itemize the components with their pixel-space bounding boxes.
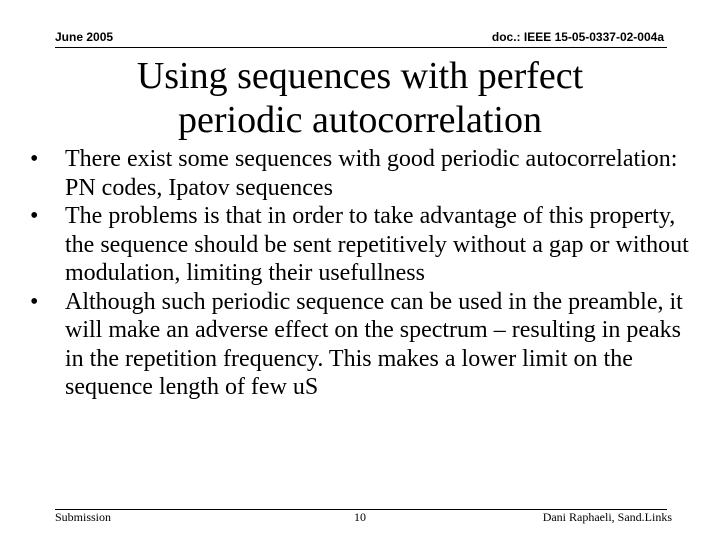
bullet-dot-icon: • [30, 288, 39, 315]
slide-title-line-1: Using sequences with perfect [136, 55, 584, 97]
slide-title-line-2: periodic autocorrelation [177, 99, 542, 141]
footer-author: Dani Raphaeli, Sand.Links [542, 510, 672, 524]
header-divider [55, 47, 667, 48]
bullet-item [25, 145, 695, 202]
footer-submission: Submission [55, 510, 112, 524]
bullet-text: The problems is that in order to take advantage of this property, the sequence should be sent repetitively without a gap or without modulation, limiting their usefullness [65, 203, 689, 286]
header-date: June 2005 [55, 30, 114, 44]
slide-title [60, 54, 660, 142]
bullet-text: There exist some sequences with good periodic autocorrelation: PN codes, Ipatov sequences [65, 146, 678, 201]
bullet-item [25, 288, 695, 402]
bullet-list [25, 145, 695, 402]
bullet-dot-icon: • [30, 203, 39, 229]
footer-page-number: 10 [354, 510, 366, 524]
bullet-item [25, 202, 695, 288]
bullet-dot-icon: • [30, 146, 39, 172]
header-doc-id: doc.: IEEE 15-05-0337-02-004a [491, 30, 664, 44]
bullet-text: Although such periodic sequence can be used in the preamble, it will make an adverse effect on the spectrum – resulting in peaks in the repetition frequency. This makes a lower limit on the sequence length of few uS [65, 288, 683, 400]
